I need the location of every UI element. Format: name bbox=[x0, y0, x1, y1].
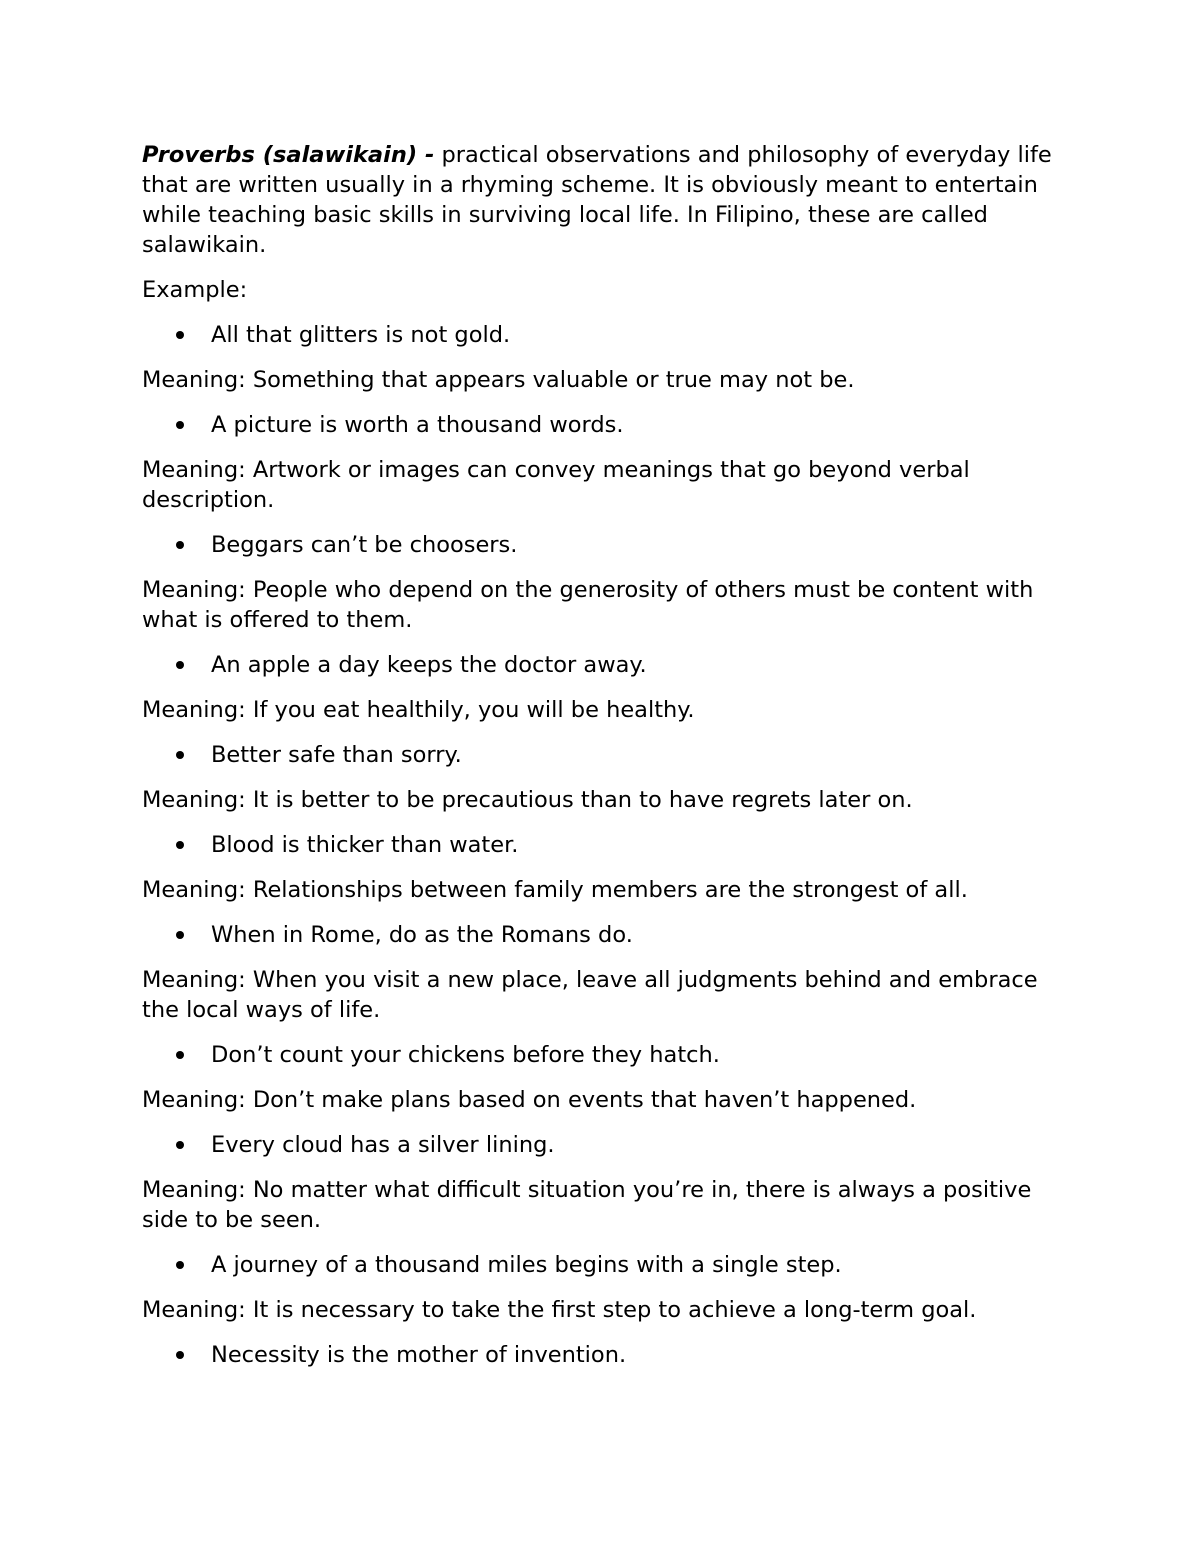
intro-term: Proverbs (salawikain) - bbox=[142, 142, 435, 168]
intro-paragraph bbox=[142, 140, 1062, 260]
proverb-list-item bbox=[142, 320, 1062, 350]
document-page bbox=[142, 140, 1062, 1385]
bullet-icon bbox=[176, 541, 184, 549]
proverb-list-item bbox=[142, 650, 1062, 680]
proverb-text: A picture is worth a thousand words. bbox=[211, 412, 624, 438]
proverb-meaning: Meaning: Don’t make plans based on events that haven’t happened. bbox=[142, 1087, 917, 1113]
proverb-meaning: Meaning: When you visit a new place, leave all judgments behind and embrace the local ways of life. bbox=[142, 967, 1038, 1023]
proverb-meaning: Meaning: It is better to be precautious than to have regrets later on. bbox=[142, 787, 913, 813]
proverb-meaning: Meaning: People who depend on the generosity of others must be content with what is offered to them. bbox=[142, 577, 1034, 633]
proverb-text: Don’t count your chickens before they hatch. bbox=[211, 1042, 720, 1068]
bullet-icon bbox=[176, 841, 184, 849]
bullet-icon bbox=[176, 331, 184, 339]
proverb-text: All that glitters is not gold. bbox=[211, 322, 511, 348]
proverb-list-item bbox=[142, 1250, 1062, 1280]
bullet-icon bbox=[176, 1351, 184, 1359]
bullet-icon bbox=[176, 421, 184, 429]
bullet-icon bbox=[176, 1141, 184, 1149]
proverb-meaning: Meaning: Artwork or images can convey meanings that go beyond verbal description. bbox=[142, 457, 970, 513]
proverb-list-item bbox=[142, 530, 1062, 560]
proverb-list bbox=[142, 320, 1062, 1370]
proverb-meaning: Meaning: If you eat healthily, you will be healthy. bbox=[142, 697, 695, 723]
bullet-icon bbox=[176, 1051, 184, 1059]
proverb-list-item bbox=[142, 1040, 1062, 1070]
bullet-icon bbox=[176, 751, 184, 759]
proverb-text: Beggars can’t be choosers. bbox=[211, 532, 518, 558]
intro-text: practical observations and philosophy of everyday life that are written usually in a rhyming scheme. It is obviously meant to entertain while teaching basic skills in surviving local life. In Filipino, these are called salawikain. bbox=[142, 142, 1052, 258]
proverb-list-item bbox=[142, 410, 1062, 440]
proverb-text: When in Rome, do as the Romans do. bbox=[211, 922, 633, 948]
bullet-icon bbox=[176, 1261, 184, 1269]
proverb-text: Every cloud has a silver lining. bbox=[211, 1132, 555, 1158]
proverb-list-item bbox=[142, 830, 1062, 860]
proverb-list-item bbox=[142, 1340, 1062, 1370]
example-label: Example: bbox=[142, 277, 248, 303]
proverb-text: Blood is thicker than water. bbox=[211, 832, 519, 858]
proverb-text: An apple a day keeps the doctor away. bbox=[211, 652, 647, 678]
bullet-icon bbox=[176, 661, 184, 669]
proverb-meaning: Meaning: No matter what difficult situation you’re in, there is always a positive side to be seen. bbox=[142, 1177, 1032, 1233]
proverb-meaning: Meaning: Relationships between family members are the strongest of all. bbox=[142, 877, 968, 903]
proverb-meaning: Meaning: It is necessary to take the first step to achieve a long-term goal. bbox=[142, 1297, 977, 1323]
proverb-text: Better safe than sorry. bbox=[211, 742, 462, 768]
proverb-list-item bbox=[142, 920, 1062, 950]
proverb-text: Necessity is the mother of invention. bbox=[211, 1342, 627, 1368]
proverb-list-item bbox=[142, 1130, 1062, 1160]
bullet-icon bbox=[176, 931, 184, 939]
proverb-list-item bbox=[142, 740, 1062, 770]
proverb-text: A journey of a thousand miles begins with a single step. bbox=[211, 1252, 842, 1278]
proverb-meaning: Meaning: Something that appears valuable or true may not be. bbox=[142, 367, 855, 393]
